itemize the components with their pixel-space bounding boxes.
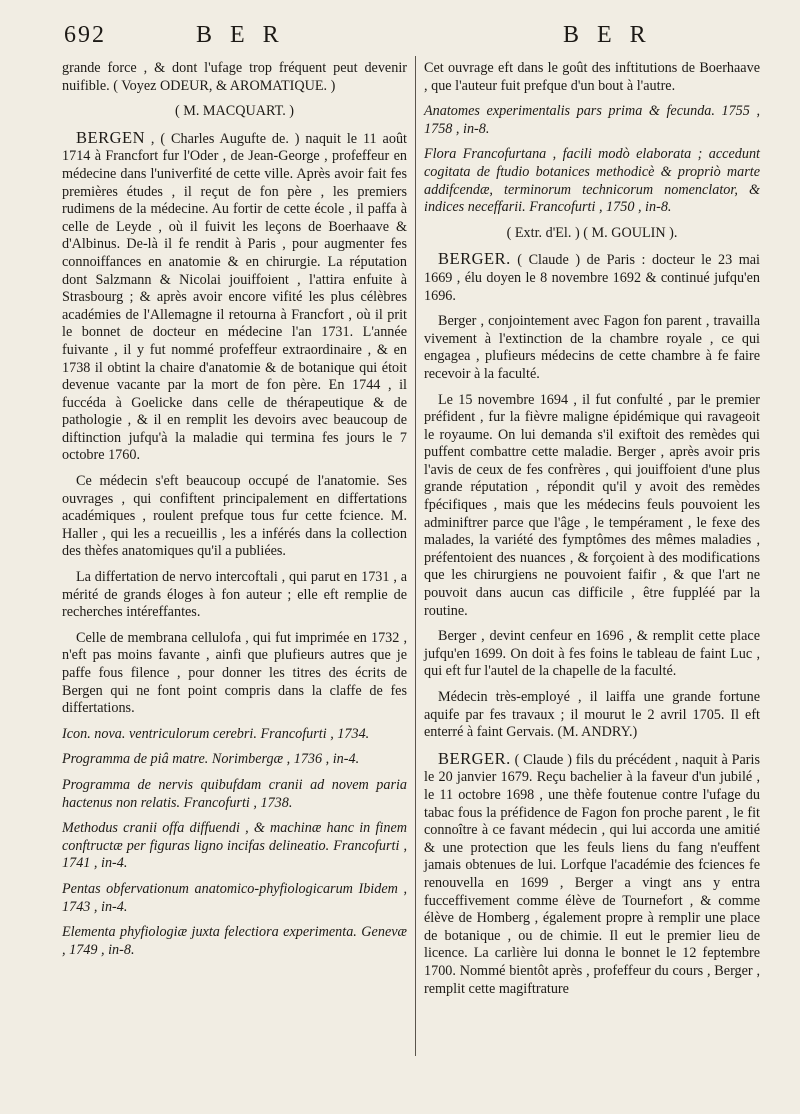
running-title-left: B E R — [196, 22, 285, 48]
entry-text: , ( Charles Augufte de. ) naquit le 11 août 1714 à Francfort fur l'Oder , de Jean-George , profeffeur en médecine dans l'univerfité de cette ville. Après avoir fait fes premières études , il reçut de fon père , les premiers rudimens de la médecine. Au fortir de cette école , il paffa à celle de Leyde , où il fuivit les leçons de Boerhaave & d'Albinus. De-là il fe rendit à Paris , pour augmenter fes connoiffances en anatomie & en chirurgie. La réputation dont Salzmann & Nicolai jouiffoient , l'attira enfuite à Strasbourg ; & après avoir encore vifité les plus célèbres académies de l'Allemagne il retourna à Francfort , où il prit le bonnet de docteur en médecine l'an 1731. L'année fuivante , il y fut nommé profeffeur extraordinaire , & en 1738 il obtint la chaire d'anatomie & de botanique qui étoit devenue vacante par la mort de fon père. En 1744 , il fuccéda à Goelicke dans celle de thérapeutique & de pathologie , & il en remplit les devoirs avec beaucoup de diftinction jufqu'à la maladie qui termina fes jours le 7 octobre 1760. — [62, 130, 407, 464]
paragraph: Berger , conjointement avec Fagon fon parent , travailla vivement à l'extinction de la chambre royale , ce qui engagea , plufieurs médecins de cette chambre à fe faire recevoir à la faculté. — [424, 313, 760, 382]
paragraph: Médecin très-employé , il laiffa une grande fortune aquife par fes travaux ; il mourut le 2 avril 1705. Il eft enterré à faint Gervais. (M. ANDRY.) — [424, 689, 760, 741]
column-divider — [415, 56, 416, 1056]
bibliography-item: Pentas obfervationum anatomico-phyfiologicarum Ibidem , 1743 , in-4. — [62, 880, 407, 915]
entry-paragraph — [62, 129, 407, 465]
left-column — [62, 60, 407, 967]
paragraph: grande force , & dont l'ufage trop fréquent peut devenir nuifible. ( Voyez ODEUR, & AROMATIQUE. ) — [62, 60, 407, 94]
bibliography-item: Flora Francofurtana , facili modò elaborata ; accedunt cogitata de ftudio botanices methodicè & propriò marte addifcendæ, terminorum technicorum nomenclator, & indices neceffarii. Francofurti , 1750 , in-8. — [424, 146, 760, 216]
bibliography-item: Icon. nova. ventriculorum cerebri. Francofurti , 1734. — [62, 725, 370, 742]
entry-text: ( Claude ) de Paris : docteur le 23 mai 1669 , élu doyen le 8 novembre 1692 & continué jufqu'en 1696. — [424, 252, 761, 304]
right-column — [424, 60, 760, 1006]
paragraph: La differtation de nervo intercoftali , qui parut en 1731 , a mérité de grands éloges à fon auteur ; elle eft remplie de recherches intéreffantes. — [62, 569, 407, 621]
paragraph: Cet ouvrage eft dans le goût des inftitutions de Boerhaave , que l'auteur fuit prefque d'un bout à l'autre. — [424, 60, 760, 94]
entry-headword: BERGER. — [438, 748, 511, 768]
bibliography-item: Elementa phyfiologiæ juxta felectiora experimenta. Genevæ , 1749 , in-8. — [62, 924, 407, 958]
paragraph: Celle de membrana cellulofa , qui fut imprimée en 1732 , n'eft pas moins favante , ainfi que plufieurs autres que je paffe fous filence , pour donner les titres des écrits de Bergen qui ne font point compris dans la claffe de fes differtations. — [62, 629, 407, 717]
entry-text: ( Claude ) fils du précédent , naquit à Paris le 20 janvier 1679. Reçu bachelier à la faveur d'un jubilé , le 11 octobre 1698 , une thèfe foutenue contre l'ufage du tabac fous la préfidence de Fagon fon proche parent , le fit connoître à ce favant médecin , qui lui accorda une amitié & une protection que les feuls liens du fang n'euffent jamais obtenues de lui. Lorfque l'académie des fciences fe renouvella en 1699 , Berger a vingt ans y entra fucceffivement comme élève de Tournefort , & comme élève de Homberg , également propre à remplir une place de botanique , ou de chimie. Il eut le premier lieu de licence. La carlière lui donna le bonnet le 12 feptembre 1700. Nommé bientôt après , profeffeur du cours , Berger , remplit cette magiftrature — [424, 751, 760, 997]
bibliography-item: Programma de piâ matre. Norimbergæ , 1736 , in-4. — [62, 751, 360, 768]
paragraph: Le 15 novembre 1694 , il fut confulté , par le premier préfident , fur la fièvre maligne épidémique qui ravageoit le royaume. On lui demanda s'il exiftoit des remèdes qui puffent combattre cette maladie. Berger , après avoir pris l'avis de ceux de fes confrères , qui jouiffoient d'une plus grande réputation , répondit qu'il y avoit des remèdes fpécifiques , mais que les médecins feuls pouvoient les adminiftrer parce que l'âge , le tempérament , le fexe des malades, la variété des fymptômes des mêmes maladies , préfentoient des nuances , & forçoient à des modifications que les chirurgiens ne pouvoient faifir , & que l'art ne pouvoit dans aucun cas difficile , être fuppléé par la routine. — [424, 391, 760, 619]
paragraph: Ce médecin s'eft beaucoup occupé de l'anatomie. Ses ouvrages , qui confiftent principalement en differtations académiques , roulent prefque tous fur cette fcience. M. Haller , qui les a recueillis , les a inférés dans la collection des thèfes anatomiques qu'il a publiées. — [62, 473, 407, 560]
page-number: 692 — [64, 22, 106, 48]
author-credit: ( M. MACQUART. ) — [174, 103, 295, 120]
bibliography-item: Anatomes experimentalis pars prima & fecunda. 1755 , 1758 , in-8. — [424, 103, 760, 137]
running-title-right: B E R — [563, 22, 652, 48]
author-credit: ( Extr. d'El. ) ( M. GOULIN ). — [506, 224, 678, 241]
entry-paragraph — [424, 750, 760, 998]
entry-paragraph — [424, 250, 760, 305]
running-head — [0, 22, 800, 54]
entry-headword: BERGER. — [438, 249, 511, 269]
paragraph: Berger , devint cenfeur en 1696 , & remplit cette place jufqu'en 1699. On doit à fes foins le tableau de faint Luc , qui eft fur l'autel de la chapelle de la faculté. — [424, 628, 760, 680]
entry-headword: BERGEN — [76, 127, 145, 147]
bibliography-item: Methodus cranii offa diffuendi , & machinæ hanc in finem conftructæ per figuras ligno incifas delineatio. Francofurti , 1741 , in-4. — [62, 820, 407, 872]
bibliography-item: Programma de nervis quibufdam cranii ad novem paria hactenus non relatis. Francofurti , 1738. — [62, 776, 407, 811]
